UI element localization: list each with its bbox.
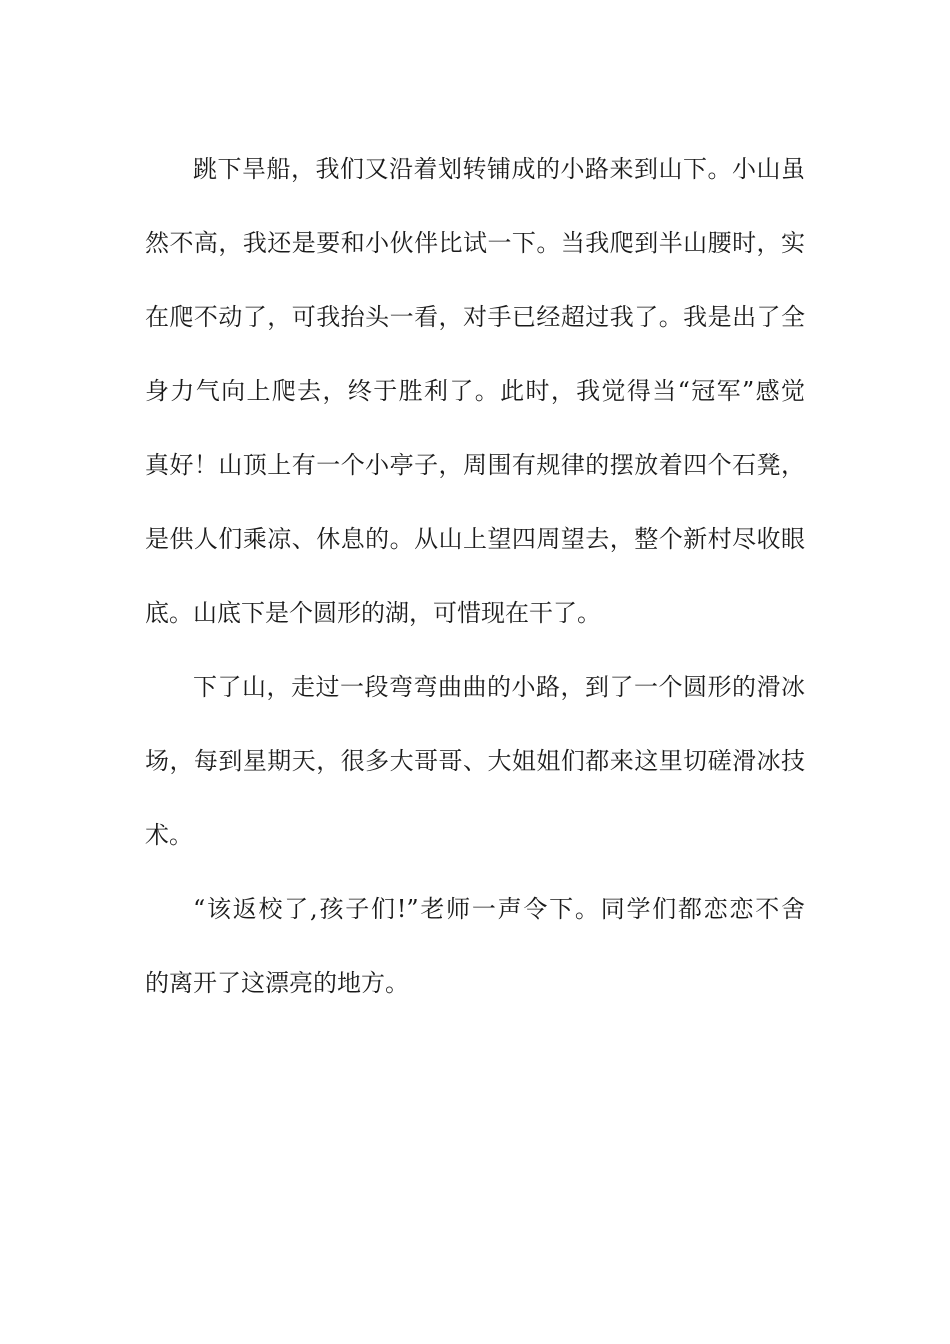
text-line: 下了山，走过一段弯弯曲曲的小路，到了一个圆形的滑冰 [193, 673, 805, 701]
text-line: 的离开了这漂亮的地方。 [145, 969, 409, 997]
text-line: 是供人们乘凉、休息的。从山上望四周望去，整个新村尽收眼 [145, 525, 805, 553]
text-line: 术。 [145, 821, 193, 849]
text-line: 场，每到星期天，很多大哥哥、大姐姐们都来这里切磋滑冰技 [145, 747, 805, 775]
document-body [145, 132, 805, 1020]
text-line: 真好！山顶上有一个小亭子，周围有规律的摆放着四个石凳， [145, 451, 805, 479]
text-line: 身力气向上爬去，终于胜利了。此时，我觉得当“冠军”感觉 [145, 377, 805, 405]
text-line: “该返校了,孩子们!”老师一声令下。同学们都恋恋不舍 [193, 895, 805, 923]
text-line: 然不高，我还是要和小伙伴比试一下。当我爬到半山腰时，实 [145, 229, 805, 257]
paragraph-2 [145, 650, 805, 872]
text-line: 底。山底下是个圆形的湖，可惜现在干了。 [145, 599, 601, 627]
text-line: 跳下旱船，我们又沿着划转铺成的小路来到山下。小山虽 [193, 155, 805, 183]
text-line: 在爬不动了，可我抬头一看，对手已经超过我了。我是出了全 [145, 303, 805, 331]
paragraph-1 [145, 132, 805, 650]
paragraph-3 [145, 872, 805, 1020]
